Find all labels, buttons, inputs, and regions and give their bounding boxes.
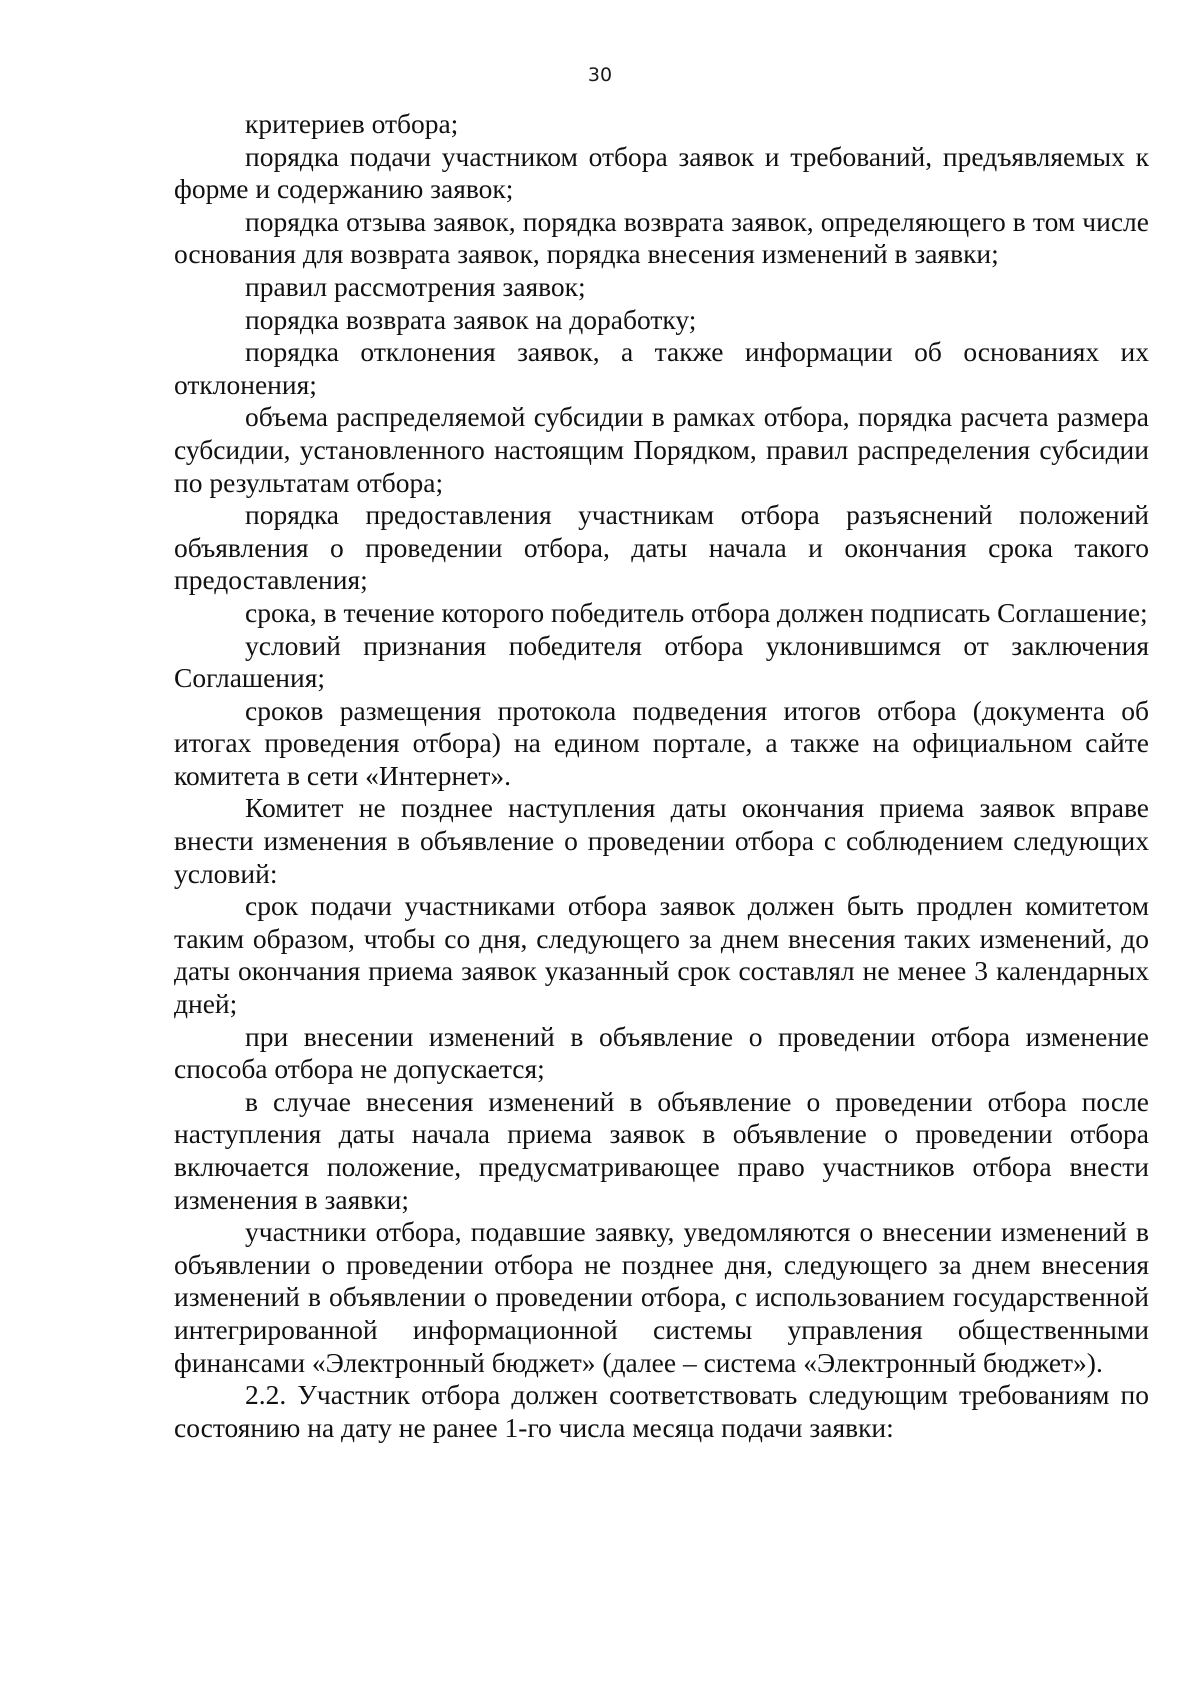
paragraph: сроков размещения протокола подведения итогов отбора (документа об итогах проведения отбора) на едином портале, а также на официальном сайте комитета в сети «Интернет». — [174, 694, 1149, 791]
paragraph: Комитет не позднее наступления даты окончания приема заявок вправе внести изменения в объявление о проведении отбора с соблюдением следующих условий: — [174, 792, 1149, 889]
paragraph: объема распределяемой субсидии в рамках отбора, порядка расчета размера субсидии, установленного настоящим Порядком, правил распределения субсидии по результатам отбора; — [174, 401, 1149, 498]
paragraph: правил рассмотрения заявок; — [245, 270, 586, 302]
paragraph: порядка отзыва заявок, порядка возврата заявок, определяющего в том числе основания для возврата заявок, порядка внесения изменений в заявки; — [174, 205, 1149, 270]
paragraph: срока, в течение которого победитель отбора должен подписать Соглашение; — [245, 596, 1148, 628]
paragraph: критериев отбора; — [245, 108, 459, 139]
paragraph: условий признания победителя отбора уклонившимся от заключения Соглашения; — [174, 629, 1149, 694]
document-body — [174, 108, 1149, 1444]
paragraph: в случае внесения изменений в объявление о проведении отбора после наступления даты начала приема заявок в объявление о проведении отбора включается положение, предусматривающее право участников отбора внести изменения в заявки; — [174, 1085, 1149, 1215]
paragraph: порядка предоставления участникам отбора разъяснений положений объявления о проведении отбора, даты начала и окончания срока такого предоставления; — [174, 499, 1149, 596]
paragraph: при внесении изменений в объявление о проведении отбора изменение способа отбора не допускается; — [174, 1020, 1149, 1085]
paragraph: срок подачи участниками отбора заявок должен быть продлен комитетом таким образом, чтобы со дня, следующего за днем внесения таких изменений, до даты окончания приема заявок указанный срок составлял не менее 3 календарных дней; — [174, 890, 1149, 1020]
paragraph: 2.2. Участник отбора должен соответствовать следующим требованиям по состоянию на дату не ранее 1-го числа месяца подачи заявки: — [174, 1379, 1149, 1443]
paragraph: порядка возврата заявок на доработку; — [245, 303, 697, 335]
paragraph: порядка отклонения заявок, а также информации об основаниях их отклонения; — [174, 336, 1149, 400]
paragraph: участники отбора, подавшие заявку, уведомляются о внесении изменений в объявлении о проведении отбора не позднее дня, следующего за днем внесения изменений в объявлении о проведении отбора, с использованием государственной интегрированной информационной системы управления общественными финансами «Электронный бюджет» (далее – система «Электронный бюджет»). — [174, 1216, 1149, 1378]
page-number: 30 — [587, 64, 613, 86]
paragraph: порядка подачи участником отбора заявок и требований, предъявляемых к форме и содержанию заявок; — [174, 140, 1149, 205]
